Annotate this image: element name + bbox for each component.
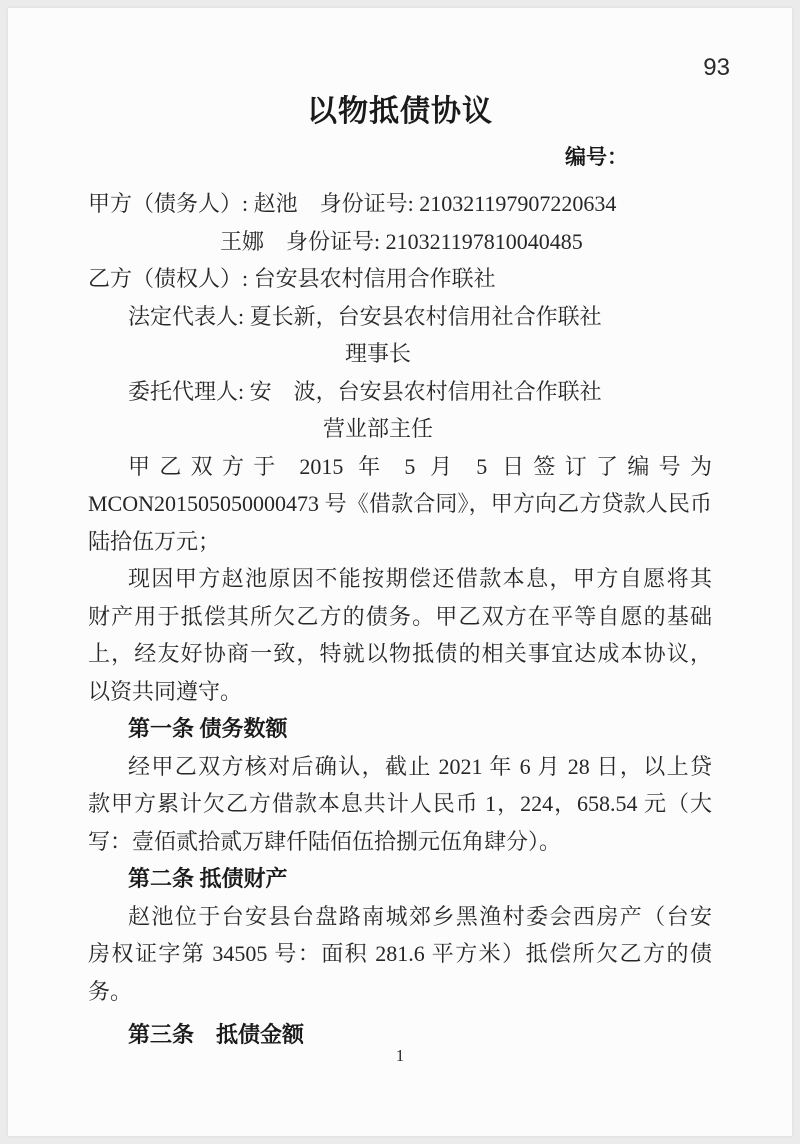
document-body (8, 185, 792, 1054)
article-1-heading: 第一条 债务数额 (128, 716, 288, 741)
party-b-creditor-line: 乙方（债权人）: 台安县农村信用合作联社 (88, 266, 496, 291)
entrusted-agent-title: 营业部主任 (322, 416, 433, 441)
recital-default-line-4: 以资共同遵守。 (88, 678, 243, 704)
article-1-body-line-2: 款甲方累计欠乙方借款本息共计人民币 1，224，658.54 元（大 (88, 791, 712, 816)
article-1-body-line-3: 写：壹佰贰拾贰万肆仟陆佰伍拾捌元伍角肆分）。 (88, 828, 562, 854)
party-a-debtor-line: 甲方（债务人）: 赵池 身份证号: 210321197907220634 (88, 191, 617, 216)
recital-loan-line-2: MCON201505050000473 号《借款合同》，甲方向乙方贷款人民币 (88, 491, 712, 516)
article-2-body-line-2: 房权证字第 34505 号：面积 281.6 平方米）抵偿所欠乙方的债 (88, 941, 712, 966)
recital-default-line-3: 上，经友好协商一致，特就以物抵债的相关事宜达成本协议， (88, 641, 712, 666)
article-2-body-line-3: 务。 (88, 978, 133, 1004)
document-title: 以物抵债协议 (307, 95, 493, 128)
document-page (8, 8, 792, 1136)
recital-loan-line-1: 甲乙双方于 2015 年 5 月 5 日签订了编号为 (128, 453, 712, 479)
article-3-heading: 第三条 抵债金额 (128, 1022, 305, 1047)
article-1-body-line-1: 经甲乙双方核对后确认，截止 2021 年 6 月 28 日，以上贷 (128, 753, 712, 779)
footer-page-number: 1 (395, 1046, 405, 1065)
legal-representative-title: 理事长 (344, 341, 411, 366)
recital-loan-line-3: 陆拾伍万元； (88, 528, 221, 554)
recital-default-line-2: 财产用于抵偿其所欠乙方的债务。甲乙双方在平等自愿的基础 (88, 603, 712, 629)
recital-default-line-1: 现因甲方赵池原因不能按期偿还借款本息，甲方自愿将其 (128, 566, 712, 591)
article-2-body-line-1: 赵池位于台安县台盘路南城郊乡黑渔村委会西房产（台安 (128, 903, 712, 929)
agreement-number-label: 编号： (565, 145, 628, 169)
article-2-heading: 第二条 抵债财产 (128, 866, 288, 891)
legal-representative-line: 法定代表人: 夏长新，台安县农村信用社合作联社 (128, 303, 602, 329)
archive-page-number: 93 (703, 54, 730, 81)
entrusted-agent-line: 委托代理人: 安 波，台安县农村信用社合作联社 (128, 378, 602, 404)
party-a-second-debtor-line: 王娜 身份证号: 210321197810040485 (220, 228, 583, 254)
